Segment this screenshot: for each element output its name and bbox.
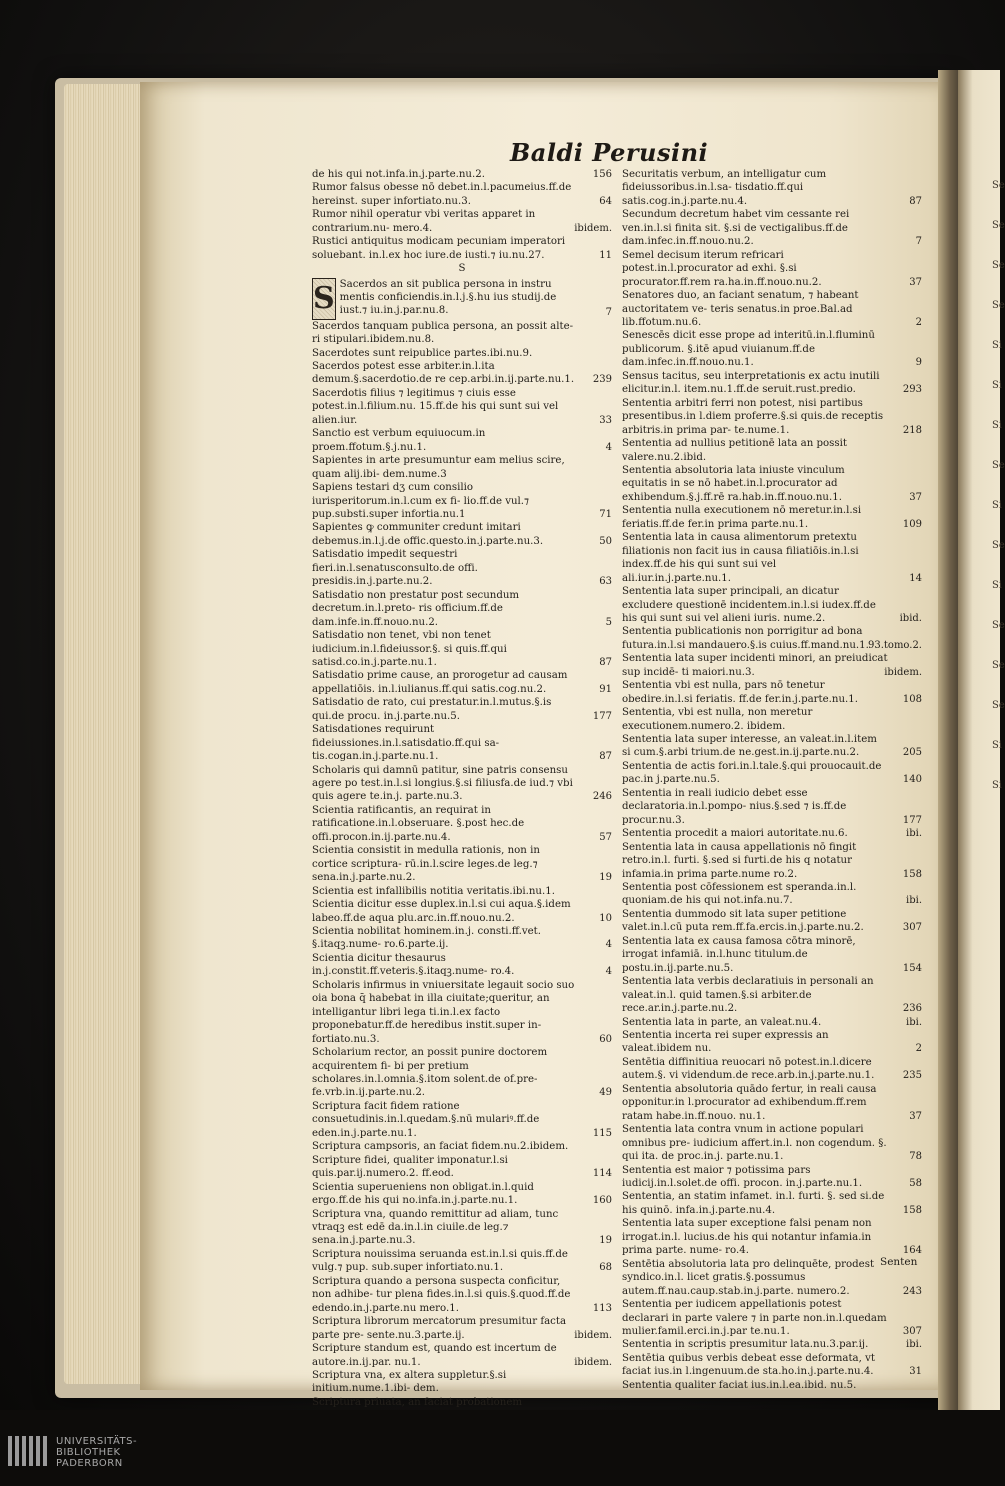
entry-text: Scripture standum est, quando est incertum de autore.in.ij.par. nu.1. <box>312 1343 557 1368</box>
index-entry <box>312 885 612 898</box>
entry-reference: 87 <box>599 656 612 668</box>
index-entry <box>312 1100 612 1140</box>
entry-text: Sententia arbitri ferri non potest, nisi partibus presentibus.in l.diem proferre.§.si quis.de receptis arbitris.in prima par- te.nume.1. <box>622 397 884 436</box>
index-entry <box>312 669 612 696</box>
entry-reference: 60 <box>599 1033 612 1045</box>
entry-reference: 158 <box>902 1204 922 1216</box>
index-entry <box>312 898 612 925</box>
facing-page-edge <box>958 70 1005 1410</box>
index-entry <box>622 208 922 248</box>
entry-text: Sacerdos an sit publica persona in instru mentis conficiendis.in.l.j.§.hu ius studij.de iust.⁊ iu.in.j.par.nu.8. <box>339 278 557 316</box>
index-entry <box>622 531 922 585</box>
facing-page-fragment: Se <box>992 260 1005 271</box>
entry-text: Rumor nihil operatur vbi veritas apparet in contrarium.nu- mero.4. <box>312 209 536 234</box>
facing-page-fragment: Se <box>992 660 1005 671</box>
index-column-right <box>622 168 922 1392</box>
entry-reference: 37 <box>909 276 922 288</box>
index-entry <box>622 841 922 881</box>
entry-reference: 7 <box>915 236 922 248</box>
index-entry <box>312 208 612 235</box>
facing-page-fragment: Se <box>992 620 1005 631</box>
index-entry <box>622 679 922 706</box>
entry-text: Scientia est infallibilis notitia veritatis.ibi.nu.1. <box>312 885 555 897</box>
entry-text: Securitatis verbum, an intelligatur cum fideiussoribus.in.l.sa- tisdatio.ff.qui satis.cog.in.j.parte.nu.4. <box>622 169 827 207</box>
entry-text: Sententia in reali iudicio debet esse declaratoria.in.l.pompo- nius.§.sed ⁊ is.ff.de procur.nu.3. <box>622 787 847 826</box>
index-entry <box>622 464 922 504</box>
index-entry <box>622 437 922 464</box>
entry-reference: 63 <box>599 576 612 588</box>
entry-reference: ibi. <box>906 1339 922 1351</box>
index-entry <box>312 979 612 1046</box>
index-entry <box>312 844 612 884</box>
entry-reference: 57 <box>599 831 612 843</box>
library-name <box>56 1436 137 1469</box>
entry-reference: 307 <box>902 1325 922 1337</box>
entry-reference: 160 <box>592 1195 612 1207</box>
entry-text: Sententia lata super incidenti minori, an preiudicat sup incidē- ti maiori.nu.3. <box>622 653 888 678</box>
entry-reference: 68 <box>599 1262 612 1274</box>
index-entry <box>622 1298 922 1338</box>
entry-text: Satisdatio non prestatur post secundum decretum.in.l.preto- ris officium.ff.de dam.infe.in.ff.nouo.nu.2. <box>312 589 520 628</box>
index-entry <box>312 181 612 208</box>
entry-reference: 4 <box>605 966 612 978</box>
index-entry <box>622 168 922 208</box>
entry-reference: 5 <box>605 616 612 628</box>
index-entry <box>312 589 612 629</box>
entry-text: Scriptura vna, ex altera suppletur.§.si initium.nume.1.ibi- dem. <box>312 1369 507 1395</box>
entry-reference: 71 <box>599 508 612 520</box>
index-entry <box>622 1016 922 1029</box>
entry-reference: 218 <box>902 424 922 436</box>
entry-text: Sententia lata in parte, an valeat.nu.4. <box>622 1016 822 1028</box>
index-column-left <box>312 168 612 1423</box>
entry-reference: 87 <box>909 195 922 207</box>
entry-reference: 19 <box>599 872 612 884</box>
index-entry <box>622 329 922 369</box>
index-entry <box>312 696 612 723</box>
entry-reference: 10 <box>599 912 612 924</box>
index-entry <box>312 1181 612 1208</box>
entry-text: Sententia qualiter faciat ius.in.l.ea.ibid. nu.5. <box>622 1379 857 1391</box>
index-entry <box>622 908 922 935</box>
index-entry <box>622 881 922 908</box>
entry-reference: 9 <box>915 357 922 369</box>
index-entry <box>312 629 612 669</box>
entry-reference: 91 <box>599 683 612 695</box>
index-entry <box>622 1029 922 1056</box>
index-entry <box>622 652 922 679</box>
facing-page-fragment: Si <box>992 420 1003 431</box>
index-entry <box>312 360 612 387</box>
index-entry <box>312 804 612 844</box>
index-entry <box>622 1190 922 1217</box>
entry-reference: 158 <box>902 868 922 880</box>
entry-text: Scientia consistit in medulla rationis, non in cortice scriptura- rū.in.l.scire leges.de leg.⁊ sena.in.j.parte.nu.2. <box>312 845 540 884</box>
index-entry <box>312 952 612 979</box>
entry-reference: 58 <box>909 1177 922 1189</box>
index-entry <box>622 975 922 1015</box>
index-entry <box>622 827 922 840</box>
index-entry <box>312 168 612 181</box>
entry-reference: 236 <box>902 1003 922 1015</box>
entry-text: Sententia lata super interesse, an valeat.in.l.item si cum.§.arbi trium.de ne.gest.in.ij.parte.nu.2. <box>622 734 877 759</box>
index-entry <box>622 370 922 397</box>
entry-text: Sententia nulla executionem nō meretur.in.l.si feriatis.ff.de fer.in prima parte.nu.1. <box>622 505 862 530</box>
entry-text: Satisdationes requirunt fideiussiones.in.l.satisdatio.ff.qui sa- tis.cogan.in.j.parte.nu.1. <box>312 724 500 763</box>
entry-reference: 78 <box>909 1151 922 1163</box>
entry-reference: 243 <box>902 1285 922 1297</box>
entry-text: Sententia absolutoria quādo fertur, in reali causa opponitur.in l.procurator ad exhibendum.ff.rem ratam habe.in.ff.nouo. nu.1. <box>622 1083 877 1122</box>
entry-text: Sententia dummodo sit lata super petitione valet.in.l.cū puta rem.ff.fa.ercis.in.j.parte.nu.2. <box>622 908 864 934</box>
entry-text: Scriptura vna, quando remittitur ad aliam, tunc vtraqꝫ est edē da.in.l.in ciuile.de leg.⁊ sena.in.j.parte.nu.3. <box>312 1208 559 1247</box>
index-entry <box>622 1123 922 1163</box>
entry-reference: 108 <box>902 693 922 705</box>
entry-reference: 109 <box>902 518 922 530</box>
index-entry <box>622 1056 922 1083</box>
entry-text: Sententia de actis fori.in.l.tale.§.qui prouocauit.de pac.in j.parte.nu.5. <box>622 760 882 786</box>
entry-reference: 87 <box>599 751 612 763</box>
footer-bar <box>0 1410 1000 1486</box>
entry-reference: 31 <box>909 1366 922 1378</box>
entry-text: Sententia absolutoria lata iniuste vinculum equitatis in se nō habet.in.l.procurator ad exhibendum.§.j.ff.rē ra.hab.in.ff.nouo.nu.1. <box>622 464 845 503</box>
entry-text: Scholarium rector, an possit punire doctorem acquirentem fi- bi per pretium scholares.in.l.omnia.§.itom solent.de of.pre- fe.vrb.in.ij.parte.nu.2. <box>312 1047 548 1099</box>
entry-text: Scriptura campsoris, an faciat fidem.nu.2.ibidem. <box>312 1141 569 1153</box>
index-entry <box>312 1369 612 1396</box>
entry-reference: 154 <box>902 962 922 974</box>
index-entry <box>312 1208 612 1248</box>
entry-text: Secundum decretum habet vim cessante rei ven.in.l.si finita sit. §.si de vectigalibus.ff.de dam.infec.in.ff.nouo.nu.2. <box>622 209 850 248</box>
facing-page-fragment: Si <box>992 740 1003 751</box>
entry-text: Sacerdos tanquam publica persona, an possit alte- ri stipulari.ibidem.nu.8. <box>312 320 574 346</box>
entry-text: Sententia lata in causa appellationis nō fingit retro.in.l. furti. §.sed si furti.de his q notatur infamia.in prima parte.nume ro.2. <box>622 841 857 880</box>
entry-reference: 2 <box>915 316 922 328</box>
entry-text: Sententia per iudicem appellationis potest declarari in parte valere ⁊ in parte non.in.l.quedam mulier.famil.erci.in.j.par te.nu.1. <box>622 1299 887 1337</box>
entry-reference: 140 <box>902 774 922 786</box>
entry-text: Scientia ratificantis, an requirat in ratificatione.in.l.obseruare. §.post hec.de offi.procon.in.ij.parte.nu.4. <box>312 804 525 843</box>
entry-text: Satisdatio de rato, cui prestatur.in.l.mutus.§.is qui.de procu. in.j.parte.nu.5. <box>312 697 552 722</box>
entry-text: Scriptura librorum mercatorum presumitur facta parte pre- sente.nu.3.parte.ij. <box>312 1316 567 1341</box>
index-entry <box>622 504 922 531</box>
entry-text: Sententia lata super principali, an dicatur excludere questionē incidentem.in.l.si iudex.ff.de his qui sunt sui vel alieni iuris. nume.2. <box>622 586 876 624</box>
index-entry <box>312 1342 612 1369</box>
library-line-2: BIBLIOTHEK <box>56 1447 121 1458</box>
entry-text: Sententia, an statim infamet. in.l. furti. §. sed si.de his quinō. infa.in.j.parte.nu.4. <box>622 1191 885 1216</box>
facing-page-fragment: Si <box>992 500 1003 511</box>
entry-reference: 64 <box>599 195 612 207</box>
index-entry <box>312 1315 612 1342</box>
index-entry <box>312 764 612 804</box>
entry-text: Sententia lata contra vnum in actione populari omnibus pre- iudicium affert.in.l. non cogendum. §. qui ita. de proc.in.j. parte.nu.1. <box>622 1124 887 1163</box>
library-line-1: UNIVERSITÄTS- <box>56 1436 138 1447</box>
entry-text: Scientia nobilitat hominem.in.j. consti.ff.vet. §.itaqꝫ.nume- ro.6.parte.ij. <box>312 926 541 951</box>
facing-page-fragment: Se <box>992 220 1005 231</box>
entry-text: Senatores duo, an faciant senatum, ⁊ habeant auctoritatem ve- teris senatus.in proe.Bal.ad lib.ffotum.nu.6. <box>622 290 859 328</box>
entry-reference: 33 <box>599 414 612 426</box>
entry-reference: 114 <box>592 1168 612 1180</box>
index-entry <box>312 278 612 320</box>
entry-reference: 235 <box>902 1070 922 1082</box>
library-logo-icon <box>8 1436 48 1466</box>
index-entry <box>622 935 922 975</box>
index-entry <box>312 481 612 521</box>
entry-text: Sententia publicationis non porrigitur ad bona futura.in.l.si mandauero.§.is cuius.ff.mand.nu.1. <box>622 626 869 651</box>
entry-reference: ibi. <box>906 1016 922 1028</box>
entry-text: Scriptura nouissima seruanda est.in.l.si quis.ff.de vulg.⁊ pup. sub.super infortiato.nu.1. <box>312 1248 568 1274</box>
entry-text: Satisdatio non tenet, vbi non tenet iudicium.in.l.fideiussor.§. si quis.ff.qui satisd.co.in.j.parte.nu.1. <box>312 630 507 668</box>
facing-page-fragment: Si <box>992 580 1003 591</box>
entry-text: Sentētia diffinitiua reuocari nō potest.in.l.dicere autem.§. vi videndum.de rece.arb.in.j.parte.nu.1. <box>622 1056 875 1082</box>
entry-text: Scholaris infirmus in vniuersitate legauit socio suo oia bona q̄ habebat in illa ciuitate;queritur, an intelligantur libri lega ti.in.l.ex facto proponebatur.ff.de heredibus instit.super in- fortiato.nu.3. <box>312 979 575 1045</box>
index-entry <box>622 1217 922 1257</box>
index-entry <box>622 249 922 289</box>
entry-text: Sapientes in arte presumuntur eam melius scire, quam alij.ibi- dem.nume.3 <box>312 455 565 480</box>
index-entry <box>622 733 922 760</box>
entry-text: Scripture fidei, qualiter imponatur.l.si quis.par.ij.numero.2. ff.eod. <box>312 1154 508 1180</box>
entry-text: Scholaris qui damnū patitur, sine patris consensu agere po test.in.l.si longius.§.si filiusfa.de iud.⁊ vbi quis agere te.in.j. parte.nu.3. <box>312 764 573 803</box>
entry-text: Sententia ad nullius petitionē lata an possit valere.nu.2.ibid. <box>622 438 847 463</box>
index-entry <box>622 397 922 437</box>
entry-text: Sanctio est verbum equiuocum.in proem.ffotum.§.j.nu.1. <box>312 428 486 453</box>
entry-text: Scriptura priuata, an faciat probationem <box>312 1396 523 1408</box>
running-head: Baldi Perusini <box>510 138 709 167</box>
entry-text: S <box>458 263 466 275</box>
index-entry <box>622 1379 922 1392</box>
entry-text: Scriptura facit fidem ratione consuetudinis.in.l.quedam.§.nū mulariꝰ.ff.de eden.in.j.parte.nu.1. <box>312 1100 540 1139</box>
entry-text: Sapiens testari dʒ cum consilio iurisperitorum.in.l.cum ex fi- lio.ff.de vul.⁊ pup.substi.super infortia.nu.1 <box>312 482 530 520</box>
entry-reference: ibi. <box>906 828 922 840</box>
entry-text: Rustici antiquitus modicam pecuniam imperatori soluebant. in.l.ex hoc iure.de iusti.⁊ iu.nu.27. <box>312 236 566 261</box>
index-entry <box>622 585 922 625</box>
facing-page-fragment: Se <box>992 180 1005 191</box>
index-entry <box>312 1046 612 1100</box>
entry-reference: ibidem. <box>574 1356 612 1368</box>
entry-reference: 2 <box>915 1043 922 1055</box>
entry-text: Sensus tacitus, seu interpretationis ex actu inutili elicitur.in.l. item.nu.1.ff.de seruit.rust.predio. <box>622 370 880 396</box>
catchword: Senten <box>880 1256 918 1268</box>
entry-text: Scientia dicitur thesaurus in.j.constit.ff.veteris.§.itaqꝫ.nume- ro.4. <box>312 952 515 978</box>
entry-text: Scientia dicitur esse duplex.in.l.si cui aqua.§.idem labeo.ff.de aqua plu.arc.in.ff.nouo.nu.2. <box>312 899 571 924</box>
index-entry <box>312 1154 612 1181</box>
index-entry <box>312 723 612 763</box>
facing-page-fragment: Se <box>992 300 1005 311</box>
index-entry <box>312 235 612 262</box>
index-entry <box>622 1352 922 1379</box>
facing-page-fragment: Se <box>992 540 1005 551</box>
entry-text: de his qui not.infa.in.j.parte.nu.2. <box>312 169 485 180</box>
index-entry <box>312 1140 612 1153</box>
entry-text: Satisdatio impedit sequestri fieri.in.l.senatusconsulto.de offi. presidis.in.j.parte.nu.2. <box>312 549 478 588</box>
index-entry <box>312 521 612 548</box>
entry-reference: 246 <box>592 791 612 803</box>
entry-text: Sacerdotes sunt reipublice partes.ibi.nu.9. <box>312 347 533 359</box>
entry-reference: 156 <box>592 169 612 180</box>
entry-text: Sentētia absolutoria lata pro delinquēte, prodest syndico.in.l. licet gratis.§.possumus autem.ff.nau.caup.stab.in.j.parte. numero.2. <box>622 1258 875 1297</box>
entry-text: Sententia procedit a maiori autoritate.nu.6. <box>622 828 848 840</box>
index-entry <box>312 262 612 275</box>
entry-text: Sententia in scriptis presumitur lata.nu.3.par.ij. <box>622 1339 869 1351</box>
entry-reference: 177 <box>902 814 922 826</box>
decorated-initial: S <box>312 278 336 320</box>
entry-text: Sententia lata ex causa famosa cōtra minorē, irrogat infamiā. in.l.hunc titulum.de postu.in.ij.parte.nu.5. <box>622 935 856 974</box>
index-entry <box>622 1083 922 1123</box>
index-entry <box>622 706 922 733</box>
entry-text: Rumor falsus obesse nō debet.in.l.pacumeius.ff.de hereinst. super infortiato.nu.3. <box>312 182 572 207</box>
entry-text: Sapientes ꝙ communiter credunt imitari debemus.in.l.j.de offic.questo.in.j.parte.nu.3. <box>312 522 544 547</box>
index-entry <box>622 625 922 652</box>
entry-reference: 49 <box>599 1087 612 1099</box>
index-entry <box>622 1164 922 1191</box>
index-entry <box>312 1275 612 1315</box>
index-entry <box>312 1248 612 1275</box>
entry-text: Sententia lata in causa alimentorum pretextu filiationis non facit ius in causa filiatiōis.in.l.si index.ff.de his qui sunt sui vel ali.iur.in.j.parte.nu.1. <box>622 532 859 584</box>
entry-reference: 93.tomo.2. <box>868 639 922 651</box>
entry-text: Semel decisum iterum refricari potest.in.l.procurator ad exhi. §.si procurator.ff.rem ra.ha.in.ff.nouo.nu.2. <box>622 249 822 288</box>
entry-reference: 50 <box>599 535 612 547</box>
entry-reference: 307 <box>902 922 922 934</box>
facing-page-fragment: Si <box>992 780 1003 791</box>
index-entry <box>312 427 612 454</box>
entry-reference: ibidem. <box>574 222 612 234</box>
entry-text: Sententia lata super exceptione falsi penam non irrogat.in.l. lucius.de his qui notantur infamia.in prima parte. nume- ro.4. <box>622 1218 872 1257</box>
entry-reference: 239 <box>592 374 612 386</box>
index-entry <box>312 454 612 481</box>
entry-text: Scientia superueniens non obligat.in.l.quid ergo.ff.de his qui no.infa.in.j.parte.nu.1. <box>312 1181 534 1207</box>
index-entry <box>312 387 612 427</box>
index-entry <box>622 1258 922 1298</box>
index-entry <box>312 548 612 588</box>
entry-reference: 37 <box>909 491 922 503</box>
entry-reference: 177 <box>592 710 612 722</box>
entry-text: Senescēs dicit esse prope ad interitū.in.l.fluminū publicorum. §.itē apud viuianum.ff.de dam.infec.in.ff.nouo.nu.1. <box>622 330 875 369</box>
entry-reference: 14 <box>909 572 922 584</box>
entry-text: Scriptura quando a persona suspecta conficitur, non adhibe- tur plena fides.in.l.si quis.§.quod.ff.de edendo.in.j.parte.nu mero.1. <box>312 1275 571 1314</box>
index-entry <box>622 1338 922 1351</box>
entry-reference: 115 <box>592 1127 612 1139</box>
entry-text: Sententia vbi est nulla, pars nō tenetur obedire.in.l.si feriatis. ff.de fer.in.j.parte.nu.1. <box>622 680 858 705</box>
index-entry <box>622 289 922 329</box>
index-entry <box>622 787 922 827</box>
index-entry <box>622 760 922 787</box>
entry-reference: 293 <box>902 384 922 396</box>
entry-reference: 7 <box>605 307 612 319</box>
index-entry <box>312 925 612 952</box>
index-entry <box>312 347 612 360</box>
entry-reference: 11 <box>599 249 612 261</box>
entry-reference: 205 <box>902 747 922 759</box>
entry-reference: 37 <box>909 1110 922 1122</box>
entry-reference: 19 <box>599 1235 612 1247</box>
entry-text: Sententia incerta rei super expressis an valeat.ibidem nu. <box>622 1030 829 1055</box>
facing-page-fragment: Se <box>992 460 1005 471</box>
facing-page-fragment: Se <box>992 700 1005 711</box>
entry-reference: ibi. <box>906 895 922 907</box>
entry-text: Sententia post cōfessionem est speranda.in.l. quoniam.de his qui not.infa.nu.7. <box>622 882 857 907</box>
entry-text: Sententia, vbi est nulla, non meretur executionem.numero.2. ibidem. <box>622 707 813 732</box>
entry-reference: ibidem. <box>884 666 922 678</box>
entry-reference: ibidem. <box>574 1329 612 1341</box>
entry-text: Sentētia quibus verbis debeat esse deformata, vt faciat ius.in l.ingenuum.de sta.ho.in.j.parte.nu.4. <box>622 1352 875 1378</box>
entry-text: Sacerdos potest esse arbiter.in.l.ita demum.§.sacerdotio.de re cep.arbi.in.ij.parte.nu.1. <box>312 360 575 386</box>
entry-text: Satisdatio prime cause, an prorogetur ad causam appellatiōis. in.l.iulianus.ff.qui satis.cog.nu.2. <box>312 670 568 695</box>
index-entry <box>312 320 612 347</box>
entry-reference: 4 <box>605 441 612 453</box>
entry-reference: 4 <box>605 939 612 951</box>
entry-text: Sententia lata verbis declaratiuis in personali an valeat.in.l. quid tamen.§.si arbiter.de rece.ar.in.j.parte.nu.2. <box>622 976 874 1015</box>
library-line-3: PADERBORN <box>56 1458 123 1469</box>
entry-reference: 113 <box>592 1302 612 1314</box>
facing-page-fragment: Si <box>992 380 1003 391</box>
facing-page-fragment: Si <box>992 340 1003 351</box>
entry-reference: 164 <box>902 1245 922 1257</box>
entry-reference: ibid. <box>899 612 922 624</box>
entry-text: Sacerdotis filius ⁊ legitimus ⁊ ciuis esse potest.in.l.filium.nu. 15.ff.de his qui sunt sui vel alien.iur. <box>312 387 559 426</box>
entry-text: Sententia est maior ⁊ potissima pars iudicij.in.l.solet.de offi. procon. in.j.parte.nu.1. <box>622 1164 863 1189</box>
